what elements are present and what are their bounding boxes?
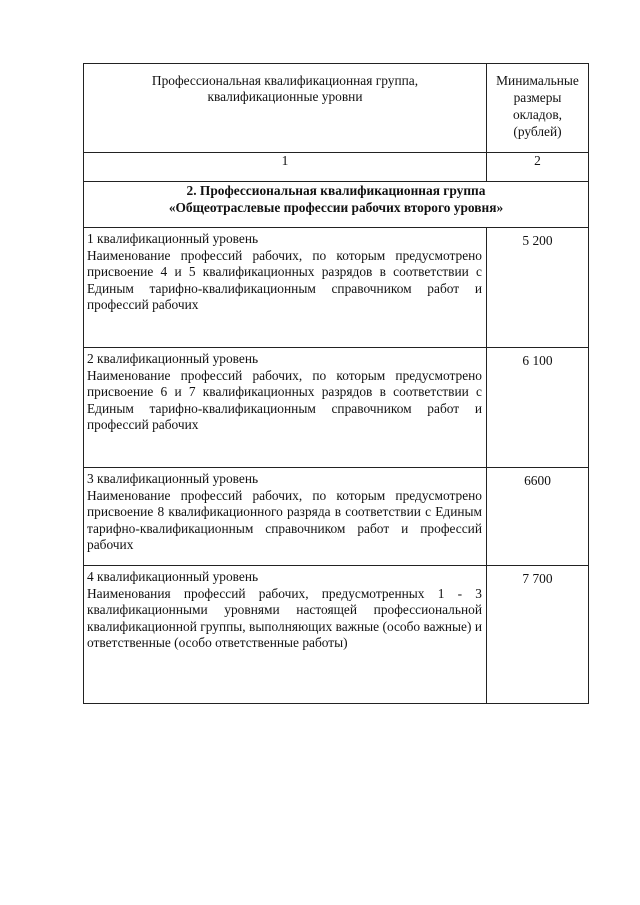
level-name: 1 квалификационный уровень [87,231,259,246]
header-min-salary: Минимальные размеры окладов, (рублей) [487,64,589,153]
level-description: Наименование профессий рабочих, по которым предусмотрено присвоение 4 и 5 квалификационных разрядов в соответствии с Единым тарифно-квалификационным справочником работ и профессий рабочих [87,247,482,313]
salary-value: 6 100 [487,348,589,468]
header-group-levels: Профессиональная квалификационная группа, квалификационные уровни [84,64,487,153]
salary-value: 6600 [487,468,589,566]
level-description: Наименование профессий рабочих, по которым предусмотрено присвоение 6 и 7 квалификационных разрядов в соответствии с Единым тарифно-квалификационным справочником работ и профессий рабочих [87,367,482,433]
group-title [84,182,589,228]
level-name: 4 квалификационный уровень [87,569,259,584]
salary-table [83,63,589,704]
level-cell [84,468,487,566]
salary-value: 5 200 [487,228,589,348]
level-cell [84,228,487,348]
group-title-line2: «Общеотраслевые профессии рабочих второго уровня» [168,200,504,215]
level-description: Наименование профессий рабочих, по которым предусмотрено присвоение 8 квалификационного разряда в соответствии с Единым тарифно-квалификационным справочником работ и профессий рабочих [87,487,482,553]
table-row [84,468,589,566]
level-name: 2 квалификационный уровень [87,351,259,366]
level-description: Наименования профессий рабочих, предусмотренных 1 - 3 квалификационными уровнями настоящей профессиональной квалификационной группы, выполняющих важные (особо важные) и ответственные (особо ответственные работы) [87,585,482,651]
level-cell [84,566,487,704]
group-title-line1: 2. Профессиональная квалификационная группа [186,183,486,198]
column-number-row [84,153,589,182]
table-header-row [84,64,589,153]
salary-value: 7 700 [487,566,589,704]
column-number-2: 2 [487,153,589,182]
column-number-1: 1 [84,153,487,182]
level-cell [84,348,487,468]
level-name: 3 квалификационный уровень [87,471,259,486]
table-row [84,566,589,704]
table-row [84,348,589,468]
group-title-row [84,182,589,228]
table-row [84,228,589,348]
